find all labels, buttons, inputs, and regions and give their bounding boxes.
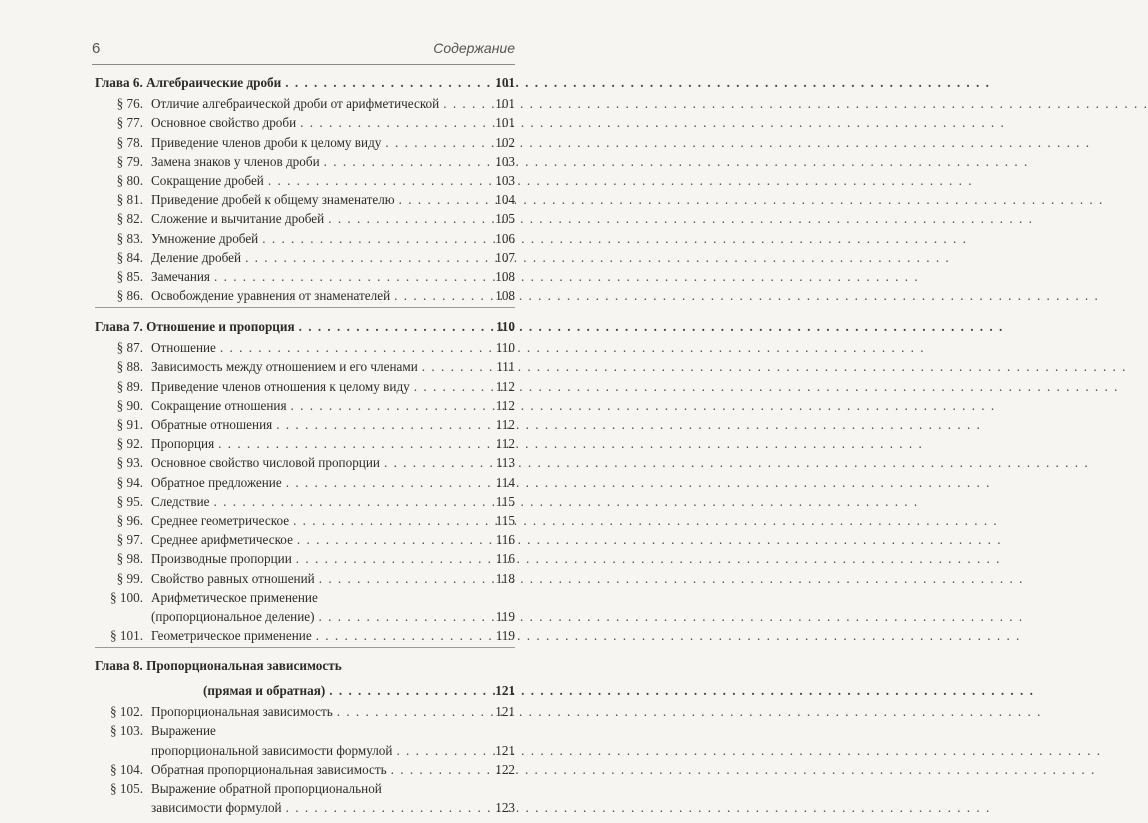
- section-page: 103: [495, 172, 515, 188]
- section-page: 115: [495, 512, 515, 528]
- section-page: 123: [495, 800, 515, 816]
- leader-dots: [319, 570, 489, 587]
- toc-entry[interactable]: [95, 395, 515, 414]
- section-title: Свойство равных отношений: [151, 570, 315, 586]
- leader-dots: [291, 397, 489, 414]
- running-title: Содержание: [433, 40, 515, 56]
- leader-dots: [319, 608, 489, 625]
- section-page: 116: [495, 532, 515, 548]
- section-title: Выражение обратной пропорциональной: [151, 781, 382, 796]
- section-page: 112: [495, 397, 515, 413]
- section-page: 110: [495, 340, 515, 356]
- section-title-continued: пропорциональной зависимости формулой: [151, 742, 393, 758]
- toc-entry[interactable]: [95, 170, 515, 189]
- leader-dots: [214, 268, 489, 285]
- section-page: 112: [495, 378, 515, 394]
- toc-entry[interactable]: [95, 375, 515, 394]
- section-number: § 76.: [116, 96, 143, 112]
- section-title: Приведение дробей к общему знаменателю: [151, 192, 395, 208]
- section-number: § 103.: [110, 723, 143, 739]
- section-title: Основное свойство дроби: [151, 115, 297, 131]
- section-title: Производные пропорции: [151, 551, 292, 567]
- leader-dots: [414, 378, 489, 395]
- leader-dots: [316, 627, 489, 644]
- section-number: § 101.: [110, 628, 143, 644]
- section-page: 121: [495, 704, 515, 720]
- section-page: 115: [495, 493, 515, 509]
- toc-entry[interactable]: [95, 131, 515, 150]
- section-number: § 89.: [116, 378, 143, 394]
- chapter-title: Алгебраические дроби: [146, 75, 282, 90]
- section-number: § 77.: [116, 115, 143, 131]
- chapter-7: [95, 312, 515, 648]
- leader-dots: [268, 172, 489, 189]
- section-title: Приведение членов дроби к целому виду: [151, 134, 382, 150]
- section-number: § 100.: [110, 589, 143, 605]
- section-title: Сокращение дробей: [151, 172, 264, 188]
- leader-dots: [285, 74, 489, 91]
- chapter-heading-line-2[interactable]: [95, 676, 515, 699]
- section-title: Пропорция: [151, 436, 215, 452]
- section-number: § 105.: [110, 781, 143, 796]
- chapter-6: [95, 68, 515, 308]
- chapter-title: Пропорциональная зависимость: [146, 658, 342, 674]
- chapter-heading[interactable]: [95, 68, 515, 91]
- section-page: 102: [495, 134, 515, 150]
- section-number: § 86.: [116, 288, 143, 304]
- section-page: 112: [495, 417, 515, 432]
- chapter-page: 110: [495, 319, 515, 335]
- section-number: § 104.: [110, 761, 143, 777]
- leader-dots: [394, 287, 489, 304]
- section-title: Освобождение уравнения от знаменателей: [151, 288, 391, 304]
- section-title: Выражение: [151, 723, 216, 739]
- section-title: Обратная пропорциональная зависимость: [151, 761, 387, 777]
- toc-entry-line-1[interactable]: [95, 778, 515, 797]
- section-page: 116: [495, 551, 515, 567]
- chapter-heading-line-1[interactable]: [95, 652, 515, 674]
- toc-entry[interactable]: [95, 189, 515, 208]
- chapter-title-continued: (прямая и обратная): [203, 683, 326, 699]
- toc-entry[interactable]: [95, 491, 515, 510]
- section-title: Среднее арифметическое: [151, 532, 293, 548]
- section-title-continued: (пропорциональное деление): [151, 608, 315, 624]
- section-number: § 83.: [116, 230, 143, 246]
- leader-dots: [399, 191, 489, 208]
- section-title: Отношение: [151, 340, 216, 356]
- toc-entry[interactable]: [95, 548, 515, 567]
- section-page: 108: [495, 288, 515, 304]
- toc-entry[interactable]: [95, 112, 515, 131]
- section-number: § 78.: [116, 134, 143, 150]
- toc-entry[interactable]: [95, 529, 515, 548]
- leader-dots: [262, 230, 489, 247]
- section-page: 108: [495, 268, 515, 284]
- toc-entry[interactable]: [95, 567, 515, 586]
- leader-dots: [337, 703, 489, 720]
- section-number: § 87.: [116, 340, 143, 356]
- toc-entry[interactable]: [95, 759, 515, 778]
- section-number: § 85.: [116, 268, 143, 284]
- section-title: Геометрическое применение: [151, 628, 312, 644]
- section-title: Среднее геометрическое: [151, 512, 290, 528]
- section-title: Сложение и вычитание дробей: [151, 211, 325, 227]
- section-number: § 81.: [116, 192, 143, 208]
- section-page: 113: [495, 455, 515, 471]
- leader-dots: [391, 761, 489, 778]
- chapter-label: Глава 8.: [95, 658, 143, 674]
- section-title: Зависимость между отношением и его членами: [151, 359, 418, 375]
- leader-dots: [422, 358, 489, 375]
- toc-entry[interactable]: [95, 433, 515, 452]
- section-title: Арифметическое применение: [151, 589, 318, 605]
- toc-entry[interactable]: [95, 266, 515, 285]
- toc-entry-line-1[interactable]: [95, 720, 515, 739]
- leader-dots: [443, 95, 489, 112]
- leader-dots: [214, 493, 489, 510]
- toc-entry[interactable]: [95, 208, 515, 227]
- section-page: 122: [495, 761, 515, 777]
- section-title: Обратные отношения: [151, 417, 273, 432]
- leader-dots: [328, 210, 489, 227]
- leader-dots: [299, 318, 489, 335]
- chapter-heading[interactable]: [95, 312, 515, 335]
- section-number: § 91.: [116, 417, 143, 432]
- section-number: § 98.: [116, 551, 143, 567]
- toc-entry[interactable]: [95, 701, 515, 720]
- toc-entry[interactable]: [95, 510, 515, 529]
- toc-entry[interactable]: [95, 471, 515, 490]
- leader-dots: [329, 682, 489, 699]
- section-number: § 96.: [116, 512, 143, 528]
- toc-entry[interactable]: [95, 452, 515, 471]
- leader-dots: [385, 134, 489, 151]
- toc-entry[interactable]: [95, 285, 515, 304]
- toc-entry[interactable]: [95, 356, 515, 375]
- section-page: 106: [495, 230, 515, 246]
- section-title: Умножение дробей: [151, 230, 259, 246]
- page-header: [92, 38, 515, 65]
- section-title: Сокращение отношения: [151, 397, 287, 413]
- section-number: § 80.: [116, 172, 143, 188]
- section-number: § 102.: [110, 704, 143, 720]
- toc-entry-line-2[interactable]: [95, 606, 515, 625]
- section-title: Приведение членов отношения к целому виду: [151, 378, 410, 394]
- page-number: 6: [92, 40, 101, 57]
- leader-dots: [286, 799, 489, 816]
- section-title: Деление дробей: [151, 249, 242, 265]
- leader-dots: [296, 550, 489, 567]
- leader-dots: [300, 114, 489, 131]
- section-page: 107: [495, 249, 515, 265]
- section-title: Обратное предложение: [151, 474, 282, 490]
- toc-entry[interactable]: [95, 247, 515, 266]
- section-title: Замена знаков у членов дроби: [151, 153, 320, 169]
- section-title: Пропорциональная зависимость: [151, 704, 333, 720]
- section-number: § 93.: [116, 455, 143, 471]
- leader-dots: [286, 474, 489, 491]
- section-page: 101: [495, 115, 515, 131]
- section-page: 111: [496, 359, 515, 375]
- section-number: § 94.: [116, 474, 143, 490]
- toc-entry[interactable]: [95, 337, 515, 356]
- section-number: § 90.: [116, 397, 143, 413]
- toc-entry[interactable]: [95, 151, 515, 170]
- section-page: 119: [495, 608, 515, 624]
- leader-dots: [276, 416, 489, 433]
- section-title: Отличие алгебраической дроби от арифметической: [151, 96, 440, 112]
- section-title: Основное свойство числовой пропорции: [151, 455, 380, 471]
- section-page: 104: [495, 192, 515, 208]
- section-title-continued: зависимости формулой: [151, 800, 282, 816]
- section-number: § 84.: [116, 249, 143, 265]
- chapter-label: Глава 7.: [95, 319, 143, 335]
- section-page: 114: [495, 474, 515, 490]
- chapter-page: 121: [495, 683, 515, 699]
- section-page: 105: [495, 211, 515, 227]
- toc-entry[interactable]: [95, 414, 515, 433]
- section-number: § 88.: [116, 359, 143, 375]
- leader-dots: [218, 435, 489, 452]
- section-title: Следствие: [151, 493, 210, 509]
- toc-entry[interactable]: [95, 625, 515, 644]
- toc-entry[interactable]: [95, 227, 515, 246]
- section-number: § 97.: [116, 532, 143, 548]
- leader-dots: [384, 454, 489, 471]
- toc-entry-line-2[interactable]: [95, 739, 515, 758]
- section-page: 119: [495, 628, 515, 644]
- toc-entry-line-1[interactable]: [95, 587, 515, 606]
- table-of-contents: [95, 68, 515, 823]
- leader-dots: [297, 531, 489, 548]
- toc-entry-line-2[interactable]: [95, 797, 515, 816]
- section-number: § 79.: [116, 153, 143, 169]
- section-page: 121: [495, 742, 515, 758]
- chapter-8: [95, 652, 515, 819]
- section-number: § 82.: [116, 211, 143, 227]
- leader-dots: [324, 153, 489, 170]
- section-page: 118: [495, 570, 515, 586]
- leader-dots: [293, 512, 489, 529]
- section-page: 103: [495, 153, 515, 169]
- toc-entry[interactable]: [95, 93, 515, 112]
- leader-dots: [220, 339, 489, 356]
- section-number: § 95.: [116, 493, 143, 509]
- chapter-title: Отношение и пропорция: [146, 319, 295, 335]
- section-title: Замечания: [151, 268, 210, 284]
- section-page: 101: [495, 96, 515, 112]
- leader-dots: [396, 742, 489, 759]
- chapter-label: Глава 6.: [95, 75, 143, 90]
- chapter-page: 101: [495, 75, 515, 90]
- leader-dots: [245, 249, 489, 266]
- section-number: § 92.: [116, 436, 143, 452]
- section-page: 112: [495, 436, 515, 452]
- section-number: § 99.: [116, 570, 143, 586]
